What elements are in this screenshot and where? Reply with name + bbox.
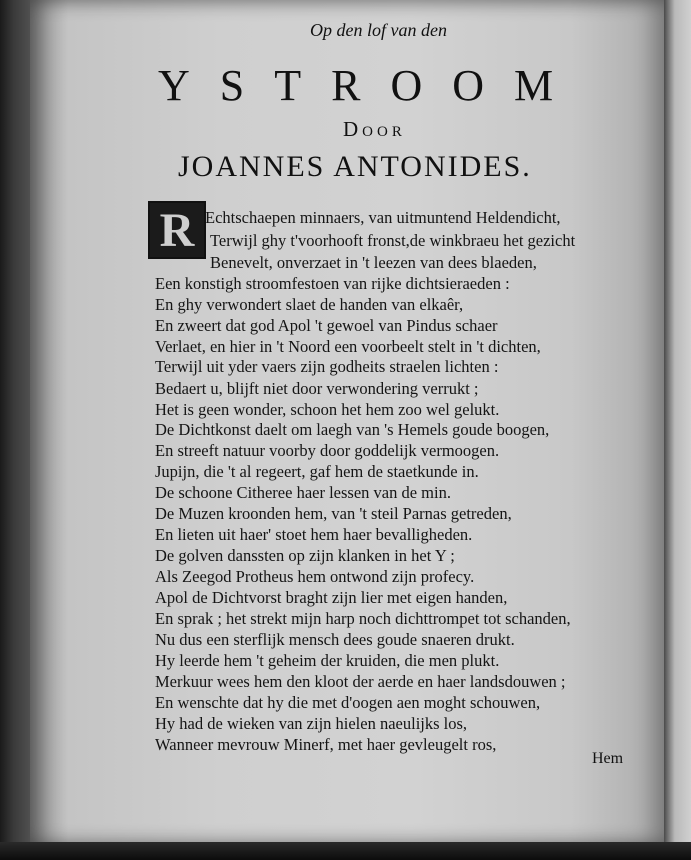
byline-door: Door bbox=[343, 117, 406, 141]
poem-line: Benevelt, onverzaet in 't leezen van dees blaeden, bbox=[210, 253, 537, 272]
poem-line: Hy leerde hem 't geheim der kruiden, die men plukt. bbox=[155, 651, 500, 670]
poem-line: Terwijl uit yder vaers zijn godheits straelen lichten : bbox=[155, 357, 499, 376]
poem-line: Jupijn, die 't al regeert, gaf hem de staetkunde in. bbox=[155, 462, 479, 481]
dropcap-initial: R bbox=[148, 201, 206, 259]
catchword: Hem bbox=[592, 750, 624, 767]
left-page-edge bbox=[0, 0, 34, 860]
right-page-edge bbox=[664, 0, 691, 860]
poem-line: Nu dus een sterflijk mensch dees goude snaeren drukt. bbox=[155, 630, 515, 649]
poem-line: En wenschte dat hy die met d'oogen aen moght schouwen, bbox=[155, 693, 541, 712]
poem-line: De Muzen kroonden hem, van 't steil Parnas getreden, bbox=[155, 504, 512, 523]
page-bottom-shadow bbox=[0, 842, 691, 860]
poem-line: Verlaet, en hier in 't Noord een voorbeelt stelt in 't dichten, bbox=[155, 337, 541, 356]
poem-line: Apol de Dichtvorst braght zijn lier met eigen handen, bbox=[155, 588, 508, 607]
poem-line: Wanneer mevrouw Minerf, met haer gevleugelt ros, bbox=[155, 735, 497, 754]
poem-line: De golven danssten op zijn klanken in het Y ; bbox=[155, 546, 455, 565]
poem-line: Merkuur wees hem den kloot der aerde en haer landsdouwen ; bbox=[155, 672, 566, 691]
poem-line: Als Zeegod Protheus hem ontwond zijn profecy. bbox=[155, 567, 475, 586]
poem-line: En ghy verwondert slaet de handen van elkaêr, bbox=[155, 295, 464, 314]
poem-line: De schoone Citheree haer lessen van de min. bbox=[155, 483, 451, 502]
author-name: JOANNES ANTONIDES. bbox=[178, 150, 532, 183]
poem-line: Een konstigh stroomfestoen van rijke dichtsieraeden : bbox=[155, 274, 510, 293]
poem-line: De Dichtkonst daelt om laegh van 's Hemels goude boogen, bbox=[155, 420, 550, 439]
poem-line: Echtschaepen minnaers, van uitmuntend Heldendicht, bbox=[205, 208, 561, 227]
running-head: Op den lof van den bbox=[310, 20, 447, 40]
poem-line: Het is geen wonder, schoon het hem zoo wel gelukt. bbox=[155, 400, 500, 419]
poem-line: Hy had de wieken van zijn hielen naeulijks los, bbox=[155, 714, 468, 733]
poem-line: Bedaert u, blijft niet door verwondering verrukt ; bbox=[155, 379, 479, 398]
poem-line: En zweert dat god Apol 't gewoel van Pindus schaer bbox=[155, 316, 498, 335]
poem-line: En lieten uit haer' stoet hem haer bevalligheden. bbox=[155, 525, 473, 544]
poem-line: En sprak ; het strekt mijn harp noch dichttrompet tot schanden, bbox=[155, 609, 571, 628]
poem-title: YSTROOM bbox=[158, 61, 584, 110]
poem-line: Terwijl ghy t'voorhooft fronst,de winkbraeu het gezicht bbox=[210, 231, 576, 250]
poem-line: En streeft natuur voorby door goddelijk vermoogen. bbox=[155, 441, 500, 460]
